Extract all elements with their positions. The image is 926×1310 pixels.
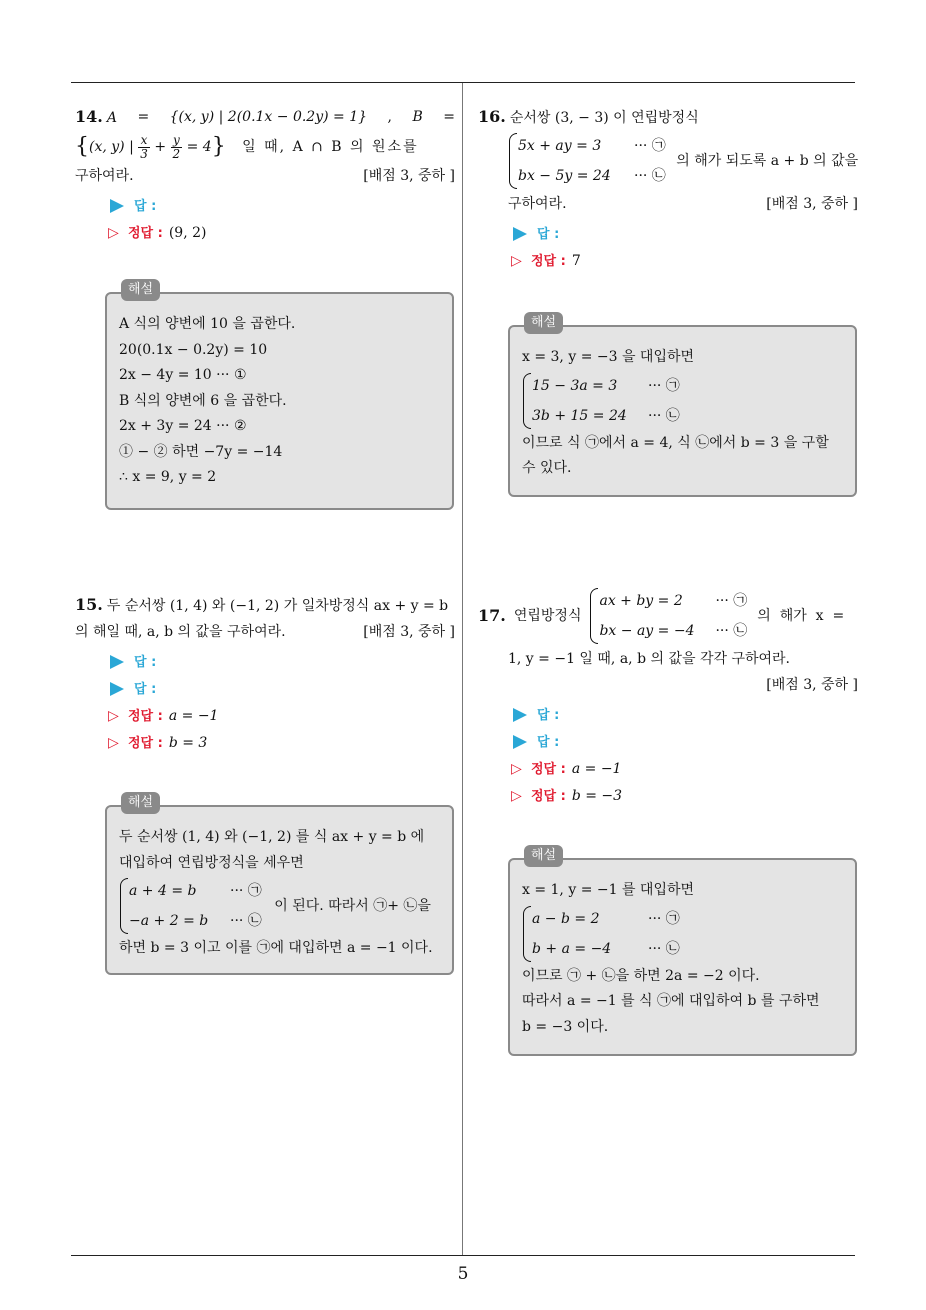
problem-17-line-1 [478,586,858,646]
solution-line: x = 1, y = −1 를 대입하면 [522,882,695,898]
problem-number: 14. [75,107,103,126]
equation-system: 5x + ay = 3 ··· ㉠ bx − 5y = 24 ··· ㉡ [508,131,666,191]
solution-line: 이 된다. 따라서 ㉠+ ㉡을 [274,898,431,914]
solution-line: b = −3 이다. [522,1018,609,1035]
problem-14-line-1 [75,104,455,131]
correct-label: 정답 : [531,789,566,804]
hollow-triangle-icon: ▷ [511,788,522,804]
header-rule [71,82,855,83]
answer-line[interactable] [108,676,455,703]
problem-15-line-2 [75,619,455,645]
hollow-triangle-icon: ▷ [511,253,522,269]
answer-line[interactable] [511,702,858,729]
correct-answer-line [511,248,858,275]
problem-14-line-3 [75,163,455,189]
problem-17-text: 연립방정식 [513,608,582,624]
solution-line: 이므로 ㉠ + ㉡을 하면 2a = −2 이다. [522,967,760,984]
solution-box-15 [105,795,454,975]
problem-14-text-end: 구하여라. [75,168,134,184]
correct-value: a = −1 [168,708,219,724]
correct-label: 정답 : [128,709,163,724]
answer-label: 답 : [537,735,560,750]
equation-system: a + 4 = b ··· ㉠ −a + 2 = b ··· ㉡ [119,876,262,936]
problem-16 [478,104,858,275]
solution-line: B 식의 양변에 6 을 곱한다. [119,392,287,409]
solution-tag: 해설 [524,845,563,867]
hollow-triangle-icon: ▷ [108,735,119,751]
problem-16-text: 순서쌍 (3, − 3) 이 연립방정식 [509,110,699,126]
hollow-triangle-icon: ▷ [511,761,522,777]
answer-label: 답 : [134,655,157,670]
play-triangle-icon [110,199,124,213]
correct-answer-line [108,220,455,247]
solution-line: 따라서 a = −1 를 식 ㉠에 대입하여 b 를 구하면 [522,993,820,1009]
solution-box-17 [508,848,857,1056]
solution-box-14 [105,282,454,510]
problem-17-line-2: 1, y = −1 일 때, a, b 의 값을 각각 구하여라. [508,651,791,667]
problem-15 [75,592,455,757]
correct-label: 정답 : [531,762,566,777]
correct-answer-line [511,783,858,810]
footer-rule [71,1255,855,1256]
solution-line: ① − ② 하면 −7y = −14 [119,443,283,460]
play-triangle-icon [110,655,124,669]
correct-value: a = −1 [571,761,622,777]
correct-label: 정답 : [128,736,163,751]
answer-label: 답 : [134,199,157,214]
fraction-x-over-3: $\frac{x}{3}$ [140,132,148,161]
problem-17-text-mid: 의 해가 x = [757,608,845,624]
solution-line: 이므로 식 ㉠에서 a = 4, 식 ㉡에서 b = 3 을 구할 [522,434,829,451]
fraction-y-over-2: $\frac{y}{2}$ [172,132,181,161]
solution-line: 대입하여 연립방정식을 세우면 [119,854,304,871]
rating: [배점 3, 중하 ] [766,677,858,693]
solution-line: 2x + 3y = 24 ··· ② [119,418,247,434]
problem-16-text-end: 구하여라. [508,196,567,212]
answer-line[interactable] [108,193,455,220]
solution-tag: 해설 [524,312,563,334]
play-triangle-icon [513,735,527,749]
set-a-symbol: A [106,110,117,126]
answer-label: 답 : [537,708,560,723]
rating: [배점 3, 중하 ] [766,196,858,212]
problem-15-line-1 [75,592,455,619]
answer-line[interactable] [108,649,455,676]
set-b-definition-left: (x, y) | [89,139,134,155]
problem-number: 17. [478,606,506,625]
equation-system: a − b = 2 ··· ㉠ b + a = −4 ··· ㉡ [522,904,680,964]
correct-value: 7 [571,253,581,269]
solution-line: ∴ x = 9, y = 2 [119,469,217,485]
equals-sign: = [137,109,150,125]
play-triangle-icon [110,682,124,696]
equals-sign: = [443,109,455,125]
problem-number: 15. [75,595,103,614]
correct-answer-line [108,730,455,757]
comma: , [387,109,392,125]
correct-value: (9, 2) [168,225,207,241]
problem-16-line-3 [478,191,858,217]
problem-14-text: 일 때, A ∩ B 의 원소를 [242,139,419,155]
solution-line: x = 3, y = −3 을 대입하면 [522,349,695,365]
answer-label: 답 : [134,682,157,697]
problem-14 [75,104,455,247]
answer-line[interactable] [511,221,858,248]
equation-system: 15 − 3a = 3 ··· ㉠ 3b + 15 = 24 ··· ㉡ [522,371,680,431]
hollow-triangle-icon: ▷ [108,225,119,241]
problem-17 [478,586,858,810]
solution-tag: 해설 [121,792,160,814]
problem-number: 16. [478,107,506,126]
solution-tag: 해설 [121,279,160,301]
rating: [배점 3, 중하 ] [363,624,455,640]
rating: [배점 3, 중하 ] [363,168,455,184]
solution-line: 하면 b = 3 이고 이를 ㉠에 대입하면 a = −1 이다. [119,940,433,956]
play-triangle-icon [513,227,527,241]
correct-answer-line [108,703,455,730]
correct-value: b = 3 [168,735,208,751]
problem-16-text-mid: 의 해가 되도록 a + b 의 값을 [676,153,859,169]
solution-line: 두 순서쌍 (1, 4) 와 (−1, 2) 를 식 ax + y = b 에 [119,829,425,845]
correct-value: b = −3 [571,788,623,804]
answer-line[interactable] [511,729,858,756]
problem-15-text-end: 의 해일 때, a, b 의 값을 구하여라. [75,624,286,640]
solution-line: 수 있다. [522,460,572,476]
set-a-definition: {(x, y) | 2(0.1x − 0.2y) = 1} [169,109,368,125]
page-number: 5 [457,1264,469,1284]
problem-14-line-2: {(x, y) | $\frac{x}{3}$ + $\frac{y}{2}$ = 4} 일 때, A ∩ B 의 원소를 [75,132,419,161]
solution-line: 20(0.1x − 0.2y) = 10 [119,341,268,358]
problem-15-text: 두 순서쌍 (1, 4) 와 (−1, 2) 가 일차방정식 ax + y = b [106,598,449,614]
column-divider [462,83,463,1255]
solution-box-16 [508,315,857,497]
problem-16-line-1 [478,104,858,131]
equation-system: ax + by = 2 ··· ㉠ bx − ay = −4 ··· ㉡ [589,586,747,646]
set-b-symbol: B [412,109,423,125]
correct-label: 정답 : [128,226,163,241]
solution-line: A 식의 양변에 10 을 곱한다. [119,316,296,332]
correct-label: 정답 : [531,254,566,269]
solution-line: 2x − 4y = 10 ··· ① [119,367,247,383]
correct-answer-line [511,756,858,783]
hollow-triangle-icon: ▷ [108,708,119,724]
answer-label: 답 : [537,227,560,242]
play-triangle-icon [513,708,527,722]
set-b-rhs: = 4 [186,139,212,155]
